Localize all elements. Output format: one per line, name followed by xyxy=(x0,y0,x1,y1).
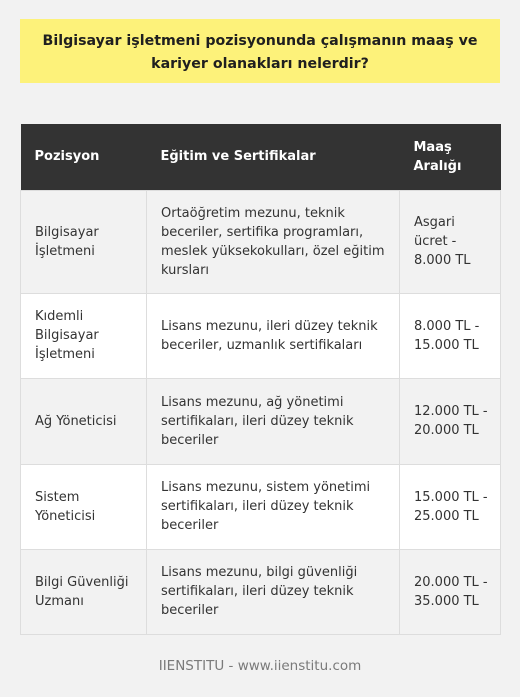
position-cell: Bilgisayar İşletmeni xyxy=(21,190,147,293)
salary-cell: 8.000 TL - 15.000 TL xyxy=(400,293,501,378)
position-cell: Sistem Yöneticisi xyxy=(21,464,147,549)
education-cell: Lisans mezunu, bilgi güvenliği sertifikaları, ileri düzey teknik beceriler xyxy=(147,549,400,634)
column-header-salary: Maaş Aralığı xyxy=(400,124,501,190)
table-header-row xyxy=(21,124,501,190)
table-row xyxy=(21,549,501,634)
salary-cell: 20.000 TL - 35.000 TL xyxy=(400,549,501,634)
education-cell: Lisans mezunu, sistem yönetimi sertifikaları, ileri düzey teknik beceriler xyxy=(147,464,400,549)
column-header-position: Pozisyon xyxy=(21,124,147,190)
table-row xyxy=(21,293,501,378)
table-row xyxy=(21,190,501,293)
position-cell: Ağ Yöneticisi xyxy=(21,378,147,464)
salary-cell: 15.000 TL - 25.000 TL xyxy=(400,464,501,549)
salary-cell: 12.000 TL - 20.000 TL xyxy=(400,378,501,464)
salary-table xyxy=(20,124,501,635)
education-cell: Lisans mezunu, ağ yönetimi sertifikaları, ileri düzey teknik beceriler xyxy=(147,378,400,464)
column-header-education: Eğitim ve Sertifikalar xyxy=(147,124,400,190)
page-title: Bilgisayar işletmeni pozisyonunda çalışmanın maaş ve kariyer olanakları nelerdir? xyxy=(20,19,500,83)
position-cell: Bilgi Güvenliği Uzmanı xyxy=(21,549,147,634)
position-cell: Kıdemli Bilgisayar İşletmeni xyxy=(21,293,147,378)
salary-cell: Asgari ücret - 8.000 TL xyxy=(400,190,501,293)
education-cell: Lisans mezunu, ileri düzey teknik beceriler, uzmanlık sertifikaları xyxy=(147,293,400,378)
education-cell: Ortaöğretim mezunu, teknik beceriler, sertifika programları, meslek yüksekokulları, özel eğitim kursları xyxy=(147,190,400,293)
table-row xyxy=(21,378,501,464)
table-row xyxy=(21,464,501,549)
footer-credit: IIENSTITU - www.iienstitu.com xyxy=(158,658,362,674)
